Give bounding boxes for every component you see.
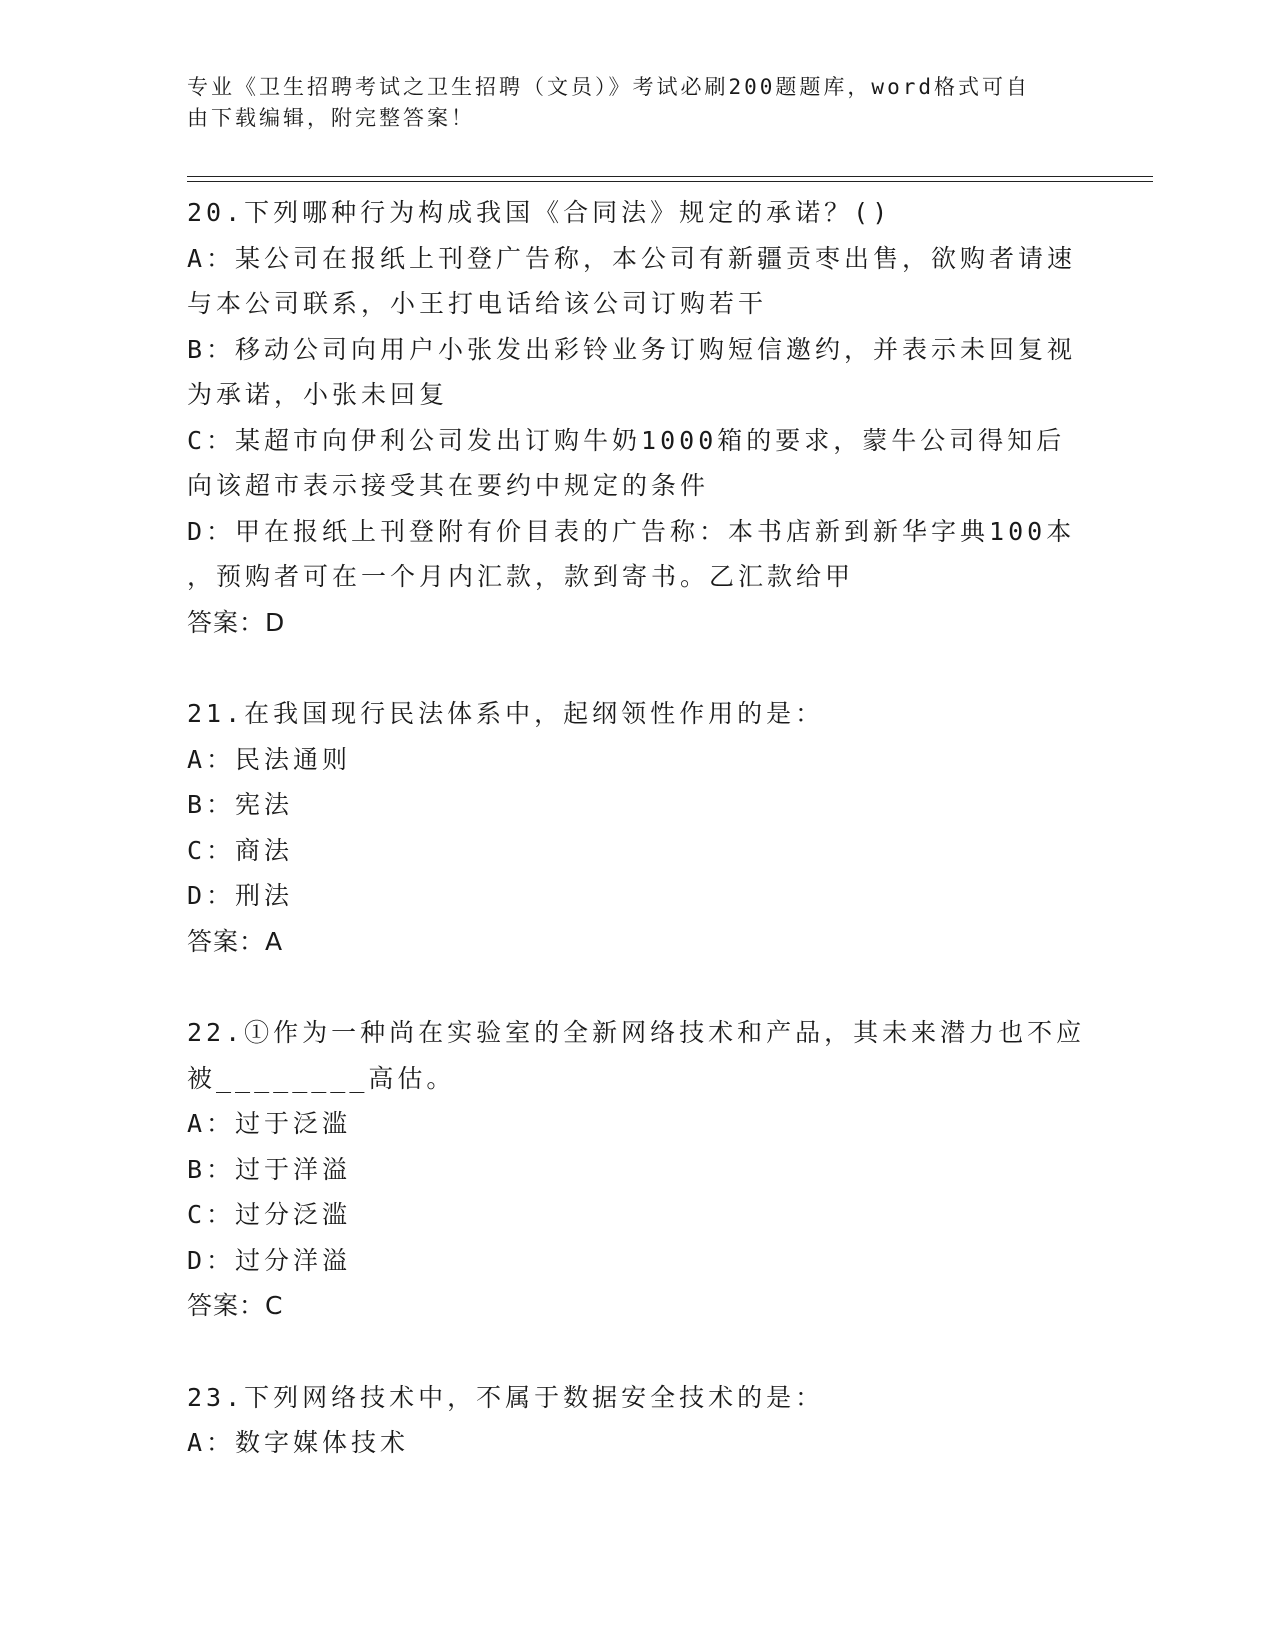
question-block (187, 691, 1087, 964)
answer-option: C：过分泛滥 (187, 1200, 352, 1229)
answer-key: 答案：C (187, 1291, 284, 1320)
answer-option: B：过于洋溢 (187, 1154, 352, 1184)
answer-option: C：商法 (187, 835, 294, 865)
answer-option: D：过分洋溢 (187, 1245, 352, 1275)
question-list (187, 190, 1087, 1512)
answer-option: B：移动公司向用户小张发出彩铃业务订购短信邀约，并表示未回复视 (187, 334, 1077, 364)
answer-key: 答案：A (187, 926, 284, 956)
answer-option: A：数字媒体技术 (187, 1428, 410, 1457)
answer-option: A：过于泛滥 (187, 1109, 352, 1138)
answer-option: D：甲在报纸上刊登附有价目表的广告称：本书店新到新华字典100本 (187, 516, 1076, 546)
header-line-1: 专业《卫生招聘考试之卫生招聘（文员）》考试必刷200题题库，word格式可自 (187, 75, 1030, 99)
answer-option: ，预购者可在一个月内汇款，款到寄书。乙汇款给甲 (187, 562, 855, 591)
question-block (187, 1375, 1087, 1466)
header-rule-top (187, 176, 1153, 177)
answer-option: A：民法通则 (187, 744, 352, 774)
answer-option: A：某公司在报纸上刊登广告称，本公司有新疆贡枣出售，欲购者请速 (187, 243, 1077, 273)
question-stem: 21.在我国现行民法体系中，起纲领性作用的是： (187, 699, 825, 728)
answer-option: 为承诺，小张未回复 (187, 380, 449, 409)
question-stem: 20.下列哪种行为构成我国《合同法》规定的承诺？() (187, 198, 892, 227)
header-line-2: 由下载编辑，附完整答案！ (187, 106, 475, 130)
answer-option: 与本公司联系，小王打电话给该公司订购若干 (187, 289, 768, 318)
question-stem: 23.下列网络技术中，不属于数据安全技术的是： (187, 1382, 825, 1412)
question-stem: 被________高估。 (187, 1063, 456, 1093)
question-stem: 22.①作为一种尚在实验室的全新网络技术和产品，其未来潜力也不应 (187, 1018, 1086, 1047)
answer-option: D：刑法 (187, 881, 294, 910)
answer-key: 答案：D (187, 607, 286, 637)
header-rule-bottom (187, 181, 1153, 182)
answer-option: 向该超市表示接受其在要约中规定的条件 (187, 471, 710, 500)
document-header (187, 72, 1087, 134)
answer-option: B：宪法 (187, 790, 294, 819)
question-block (187, 190, 1087, 645)
answer-option: C：某超市向伊利公司发出订购牛奶1000箱的要求，蒙牛公司得知后 (187, 425, 1066, 455)
question-block (187, 1010, 1087, 1329)
